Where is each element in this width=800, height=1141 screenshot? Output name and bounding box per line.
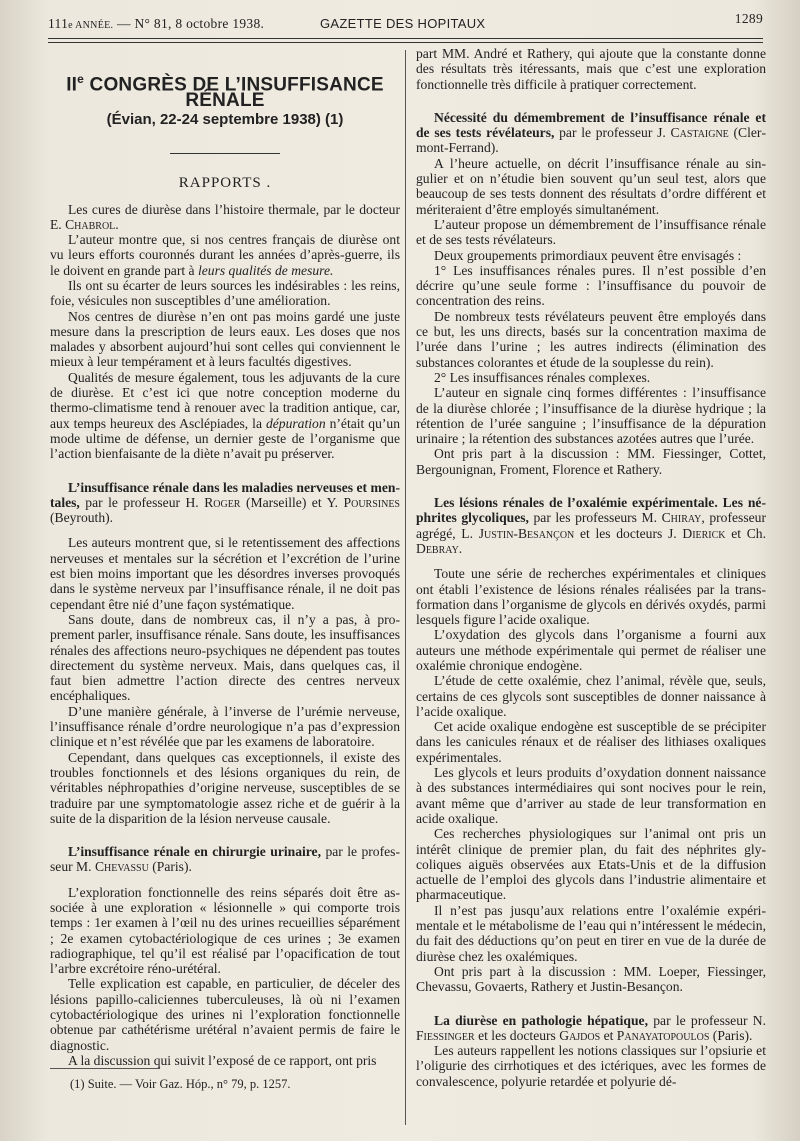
paragraph: Nos centres de diurèse n’en ont pas moins gardé une juste mesure dans la prescription de leurs eaux. Les doses que nos malades y absorbent aujourd’hui sont celles qui conviennent le mieux à leur tempérament et à leurs facultés digestives.	[50, 308, 400, 370]
paragraph: A la discussion qui suivit l’exposé de ce rapport, ont pris	[68, 1052, 377, 1068]
paragraph: L’auteur propose un démembrement de l’insuffisance rénale et de ses tests révélateurs.	[416, 216, 766, 248]
paragraph: L’étude de cette oxalémie, chez l’animal, révèle que, seuls, certains de ces glycols sont susceptibles de donner naissance à l’acide oxalique.	[416, 673, 766, 719]
report-heading-5: Les lésions rénales de l’oxalémie expérimentale. Les néphrites glycoliques, par les professeurs M. Chiray, professeur agrégé, L. Justin-Besançon et les docteurs J. Dierick et Ch. Debray.	[416, 495, 766, 556]
report-heading-6: La diurèse en pathologie hépatique, par le professeur N. Fiessinger et les docteurs Gajdos et Panayatopoulos (Paris).	[416, 1012, 766, 1043]
page-number: 1289	[734, 11, 763, 26]
paragraph: Telle explication est capable, en particulier, de déceler des lésions papillo-caliciennes tuberculeuses, là où ni l’examen cytobactériologique des urines ni l’exploration fonctionnelle obtenue par cathétérisme urétéral n’avaient permis de faire le diagnostic.	[50, 976, 400, 1053]
header-rule-thin	[48, 42, 763, 43]
journal-name: GAZETTE DES HOPITAUX	[320, 16, 486, 31]
article-title: IIe CONGRÈS DE L’INSUFFISANCE RÉNALE	[66, 72, 384, 111]
paragraph: L’oxydation des glycols dans l’organisme a fourni aux auteurs une méthode expérimentale qui permet de réaliser une oxalémie chronique endogène.	[416, 627, 766, 673]
paragraph: L’auteur montre que, si nos centres français de diurèse ont vu leurs efforts couronnés durant les années d’après-guerre, ils le doivent en grande part à leurs qualités de mesure.	[50, 232, 400, 278]
left-column	[50, 52, 400, 1068]
report-heading-1: Les cures de diurèse dans l’histoire thermale, par le docteur E. Chabrol.	[50, 201, 401, 232]
column-divider	[405, 50, 406, 1125]
footnote: (1) Suite. — Voir Gaz. Hóp., n° 79, p. 1257.	[70, 1077, 291, 1091]
paragraph: Ont pris part à la discussion : MM. Loeper, Fiessinger, Chevassu, Govaerts, Rathery et Justin-Besançon.	[416, 963, 766, 995]
volume-suffix: e ANNÉE.	[68, 20, 114, 31]
paragraph: 1° Les insuffisances rénales pures. Il n’est possible d’en décrire qu’une seule forme : l’insuffisance du pouvoir de concentration des reins.	[416, 262, 766, 309]
page-header	[48, 10, 763, 34]
paragraph: Cet acide oxalique endogène est susceptible de se précipiter dans les canicules rénaux et de réaliser des lithiases oxaliques expérimentales.	[416, 719, 766, 765]
paragraph: Sans doute, dans de nombreux cas, il n’y a pas, à proprement parler, insuffisance rénale. Sans doute, les insuffisances rénales des affections neuro-psychiques ne dépendent pas toutes directement du système nerveux. Mais, dans quelques cas, il faut bien admettre l’action directe des centres nerveux encéphaliques.	[50, 611, 401, 704]
paragraph: part MM. André et Rathery, qui ajoute que la constante donne des résultats très itéressants, mais que c’est une exploration fonctionnelle très difficile à pratiquer correctement.	[416, 46, 766, 92]
paragraph: Les glycols et leurs produits d’oxydation donnent naissance à des substances intermédiaires qui sont nocives pour le rein, avant même que d’arriver au stade de leur transformation en acide oxalique.	[416, 765, 766, 826]
paragraph: Toute une série de recherches expérimentales et cliniques ont établi l’existence de lésions rénales réalisées par la transformation dans l’organisme de glycols en dérivés oxydés, parmi lesquels figure l’acide oxalique.	[416, 566, 766, 628]
title-rule	[170, 153, 280, 154]
report-heading-2: L’insuffisance rénale dans les maladies nerveuses et mentales, par le professeur H. Roger (Marseille) et Y. Poursines (Beyrouth).	[50, 479, 400, 526]
issue-info	[48, 16, 264, 32]
paragraph: A l’heure actuelle, on décrit l’insuffisance rénale au singulier et on n’étudie bien souvent qu’un seul test, alors que beaucoup de ses tests donnent des résultats d’ordre différent et mériteraient d’être employés simultanément.	[416, 155, 766, 217]
issue-date: — N° 81, 8 octobre 1938.	[113, 16, 265, 31]
paragraph: Cependant, dans quelques cas exceptionnels, il existe des troubles fonctionnels et des lésions organiques du rein, de véritables néphropathies d’origine nerveuse, susceptibles de se traduire par une symptomatologie assez riche et de guérir à la suite de la disparition de la lésion nerveuse causale.	[50, 749, 400, 826]
paragraph: De nombreux tests révélateurs peuvent être employés dans ce but, les uns directs, basés sur la concentration maxima de l’urée dans l’urine ; les autres indirects (élimination des substances colorantes et étude de la souplesse du rein).	[416, 308, 766, 370]
right-column	[416, 46, 766, 1089]
footnote-rule	[50, 1068, 160, 1069]
paragraph: D’une manière générale, à l’inverse de l’urémie nerveuse, l’insuffisance rénale d’ordre neurologique n’a pas d’expression clinique et n’est révélée que par les examens de laboratoire.	[50, 703, 400, 750]
paragraph: L’auteur en signale cinq formes différentes : l’insuffisance de la diurèse chlorée ; l’insuffisance de la diurèse hydrique ; la rétention de l’urée sanguine ; l’insuffisance de la dépuration urinaire ; la rétention des substances azotées autres que l’urée.	[416, 385, 766, 447]
paragraph: 2° Les insuffisances rénales complexes.	[434, 369, 651, 385]
paragraph: Il n’est pas jusqu’aux relations entre l’oxalémie expérimentale et le métabolisme de l’eau qui n’intéressent le médecin, du fait des déductions qu’on peut en tirer en vue de la durée de diurèse chez les oxalémiques.	[416, 902, 766, 964]
paragraph: L’exploration fonctionnelle des reins séparés doit être associée à une exploration « lésionnelle » qui comporte trois temps : 1er examen à l’œil nu des urines recueillies séparément ; 2e examen cytobactériologique de ces urines ; 3e examen radiographique, tel qu’il est réalisé par l’opacification de tout l’arbre excrétoire réno-urétéral.	[50, 884, 400, 977]
volume-number: 111	[48, 16, 69, 31]
paragraph: Ces recherches physiologiques sur l’animal ont pris un intérêt clinique de premier plan, du fait des néphrites glycoliques aiguës observées aux Etats-Unis et de la diffusion actuelle de l’emploi des glycols dans l’industrie alimentaire et pharmaceutique.	[416, 826, 766, 903]
article-subtitle: (Évian, 22-24 septembre 1938) (1)	[106, 110, 344, 128]
paragraph: Ont pris part à la discussion : MM. Fiessinger, Cottet, Bergounignan, Froment, Florence et Rathery.	[416, 446, 766, 477]
paragraph: Les auteurs rappellent les notions classiques sur l’opsiurie et l’oligurie des cirrhotiques et des ictériques, avec les formes de convalescence, polyurie retardée et polyurie dé-	[416, 1043, 766, 1089]
paragraph: Deux groupements primordiaux peuvent être envisagés :	[434, 247, 742, 263]
report-heading-4: Nécessité du démembrement de l’insuffisance rénale et de ses tests révélateurs, par le professeur J. Castaigne (Clermont-Ferrand).	[416, 109, 766, 156]
paragraph: Qualités de mesure également, tous les adjuvants de la cure de diurèse. Et c’est ici que notre conception moderne du thermo-climatisme tend à renouer avec la tradition antique, car, aux temps heureux des Asclépiades, la dépuration n’était qu’un mode ultime de défense, un dernier geste de l’organisme que l’action bienfaisante de la diète n’avait pu préserver.	[50, 369, 400, 462]
section-heading: RAPPORTS .	[178, 175, 272, 192]
paragraph: Ils ont su écarter de leurs sources les indésirables : les reins, foie, vésicules non susceptibles d’une amélioration.	[50, 278, 400, 309]
paragraph: Les auteurs montrent que, si le retentissement des affections nerveuses et mentales sur la sécrétion et l’excrétion de l’urine est bien moins important que les désordres inverses provoqués dans le système nerveux par l’insuffisance rénale, il ne doit pas cependant être nié d’une façon systématique.	[50, 535, 400, 612]
header-rule	[48, 38, 763, 39]
report-heading-3: L’insuffisance rénale en chirurgie urinaire, par le professeur M. Chevassu (Paris).	[50, 844, 400, 875]
